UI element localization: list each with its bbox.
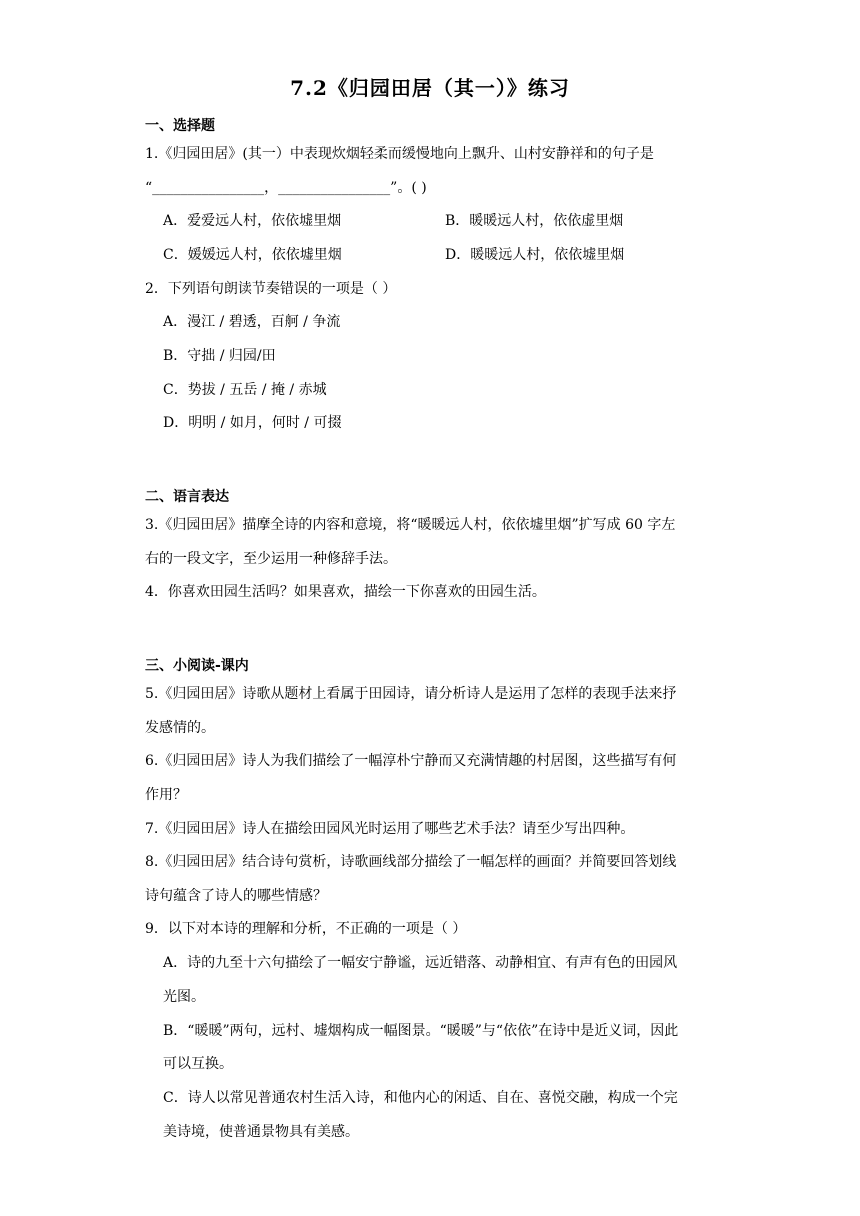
question-1-line-1: 1.《归园田居》(其一）中表现炊烟轻柔而缓慢地向上飘升、山村安静祥和的句子是	[145, 146, 654, 162]
question-9-option-b-line-2: 可以互换。	[163, 1056, 233, 1072]
question-3-line-2: 右的一段文字，至少运用一种修辞手法。	[145, 551, 397, 567]
question-8-line-1: 8.《归园田居》结合诗句赏析，诗歌画线部分描绘了一幅怎样的画面？并简要回答划线	[145, 854, 677, 870]
question-7: 7.《归园田居》诗人在描绘田园风光时运用了哪些艺术手法？请至少写出四种。	[145, 821, 635, 837]
question-1-line-2: “________________，________________”。( )	[145, 180, 427, 196]
question-9-stem: 9．以下对本诗的理解和分析，不正确的一项是（ ）	[145, 921, 467, 937]
question-6-line-1: 6.《归园田居》诗人为我们描绘了一幅淳朴宁静而又充满情趣的村居图，这些描写有何	[145, 753, 677, 769]
question-9-option-c-line-2: 美诗境，使普通景物具有美感。	[163, 1124, 359, 1140]
question-2-stem: 2．下列语句朗读节奏错误的一项是（ ）	[145, 281, 397, 297]
question-9-option-a-line-2: 光图。	[163, 989, 205, 1005]
question-9-option-b-line-1: B．“暖暖”两句，远村、墟烟构成一幅图景。“暖暖”与“依依”在诗中是近义词，因此	[163, 1023, 679, 1039]
question-6-line-2: 作用？	[145, 787, 187, 803]
question-4: 4．你喜欢田园生活吗？如果喜欢，描绘一下你喜欢的田园生活。	[145, 584, 546, 600]
question-1-option-a: A．爱爱远人村，依依墟里烟	[163, 213, 342, 229]
page-title: 7.2《归园田居（其一）》练习	[290, 76, 570, 100]
section-heading-expression: 二、语言表达	[145, 489, 229, 505]
question-3-line-1: 3.《归园田居》描摩全诗的内容和意境，将“暖暖远人村，依依墟里烟”扩写成 60 字左	[145, 517, 676, 533]
question-2-option-b: B．守拙 / 归园/田	[163, 348, 276, 364]
question-1-option-b: B．暖暖远人村，依依虚里烟	[445, 213, 624, 229]
question-2-option-d: D．明明 / 如月，何时 / 可掇	[163, 415, 342, 431]
question-5-line-1: 5.《归园田居》诗歌从题材上看属于田园诗，请分析诗人是运用了怎样的表现手法来抒	[145, 686, 677, 702]
question-9-option-c-line-1: C．诗人以常见普通农村生活入诗，和他内心的闲适、自在、喜悦交融，构成一个完	[163, 1090, 678, 1106]
question-8-line-2: 诗句蕴含了诗人的哪些情感？	[145, 888, 327, 904]
section-heading-choice: 一、选择题	[145, 118, 215, 134]
question-9-option-a-line-1: A．诗的九至十六句描绘了一幅安宁静谧，远近错落、动静相宜、有声有色的田园风	[163, 955, 678, 971]
question-1-option-c: C．媛媛远人村，依依墟里烟	[163, 247, 342, 263]
section-heading-reading: 三、小阅读-课内	[145, 658, 249, 674]
question-2-option-a: A．漫江 / 碧透，百舸 / 争流	[163, 314, 341, 330]
question-5-line-2: 发感情的。	[145, 720, 215, 736]
question-1-option-d: D．暖暖远人村，依依墟里烟	[445, 247, 625, 263]
question-2-option-c: C．势拔 / 五岳 / 掩 / 赤城	[163, 382, 327, 398]
